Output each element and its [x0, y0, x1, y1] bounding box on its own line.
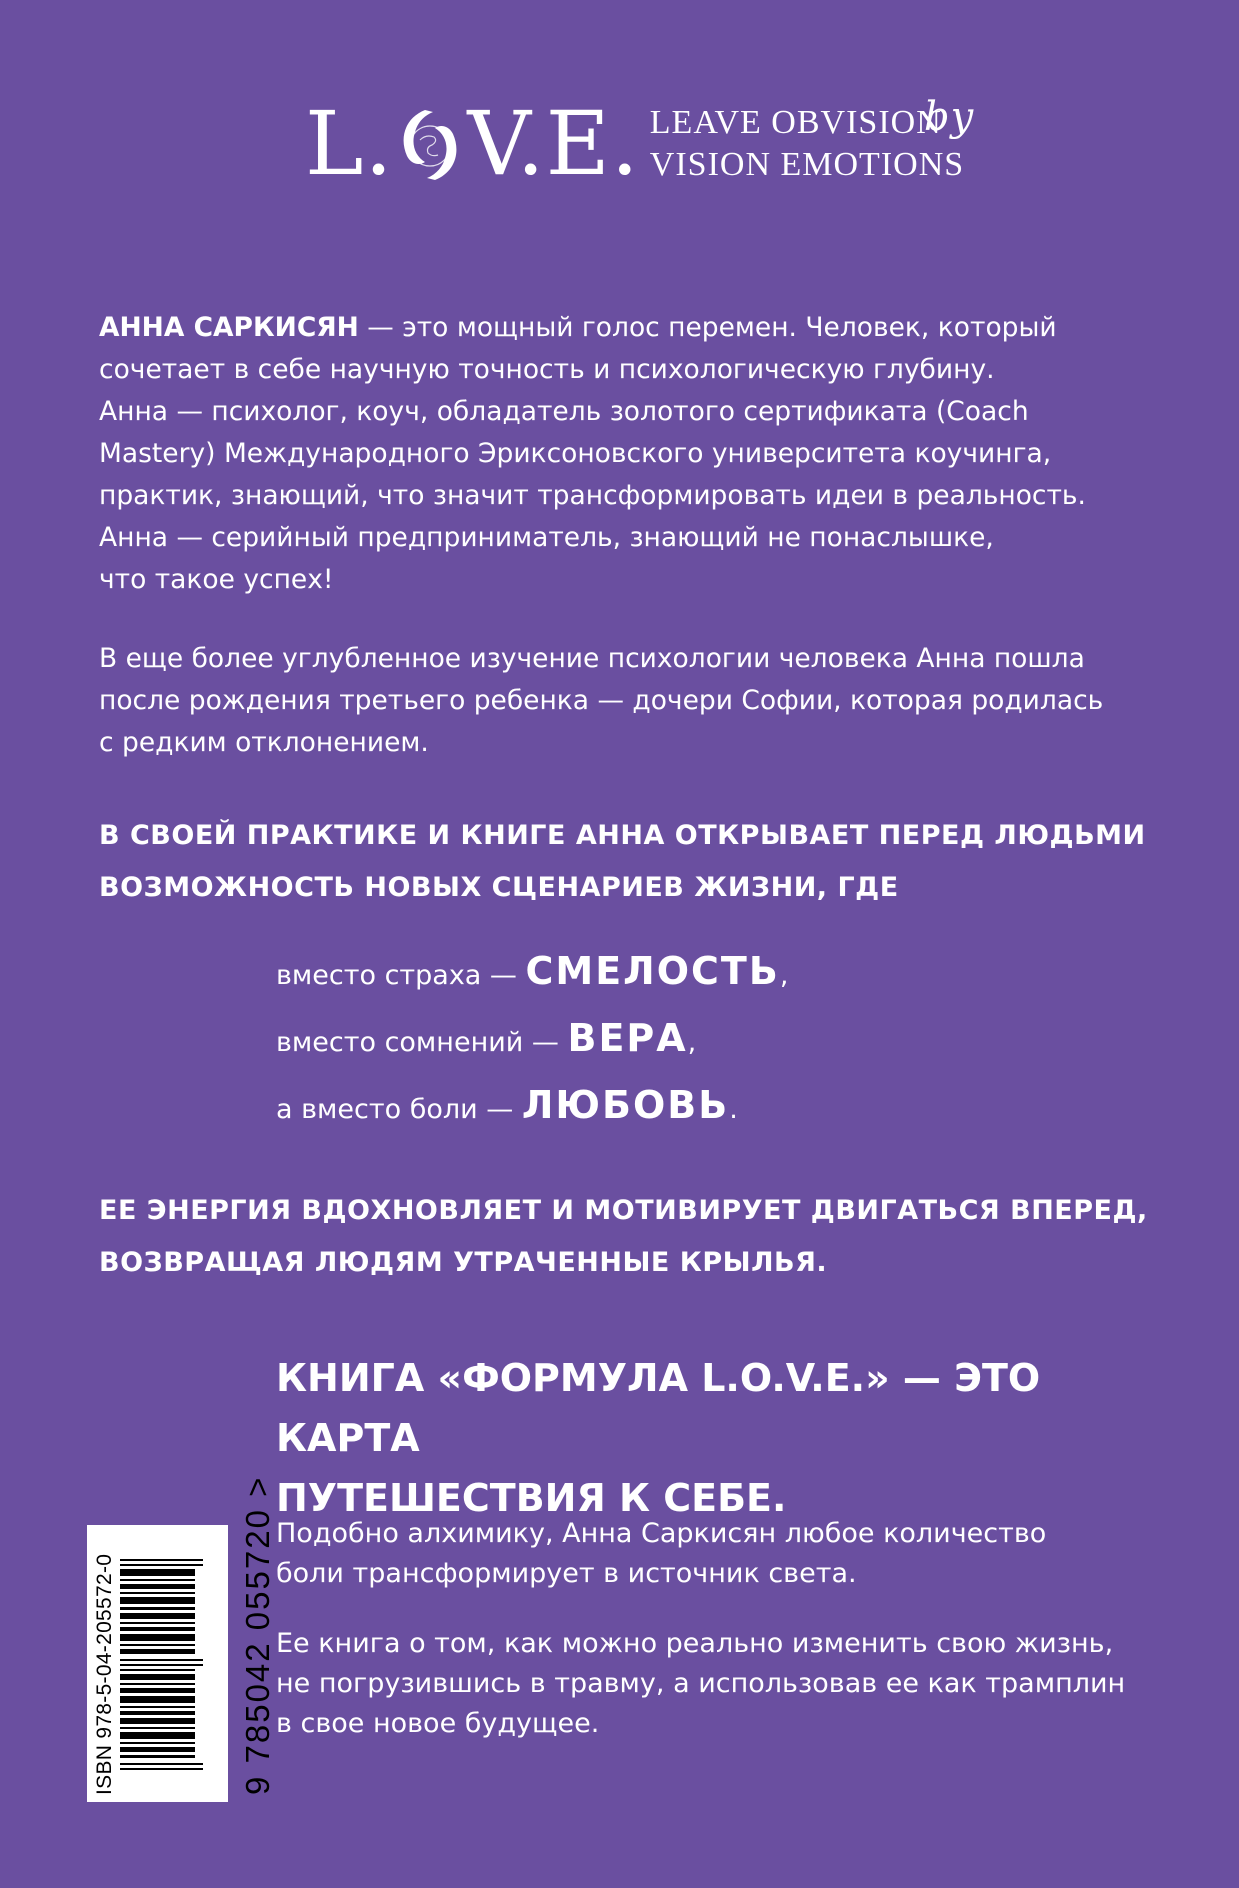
virtue-word: ВЕРА — [567, 1016, 688, 1060]
paragraph-line: боли трансформирует в источник света. — [276, 1558, 857, 1589]
caps-line: В СВОЕЙ ПРАКТИКЕ И КНИГЕ АННА ОТКРЫВАЕТ ПЕРЕД ЛЮДЬМИ — [99, 820, 1146, 851]
virtues-list — [276, 940, 788, 1141]
paragraph-line: не погрузившись в травму, а использовав ее как трамплин — [276, 1668, 1126, 1699]
virtue-prefix: вместо страха — — [276, 960, 526, 991]
virtue-suffix: , — [687, 1027, 697, 1058]
author-name: АННА САРКИСЯН — [99, 312, 359, 343]
isbn-label: ISBN 978-5-04-205572-0 — [93, 1553, 116, 1795]
logo-subtitle-line1: LEAVE OBVISION — [649, 104, 942, 141]
logo-mark-right: V.E. — [467, 92, 640, 195]
practice-statement — [99, 810, 1159, 914]
paragraph-line: Ее книга о том, как можно реально изменить свою жизнь, — [276, 1628, 1114, 1659]
virtue-word: ЛЮБОВЬ — [521, 1083, 730, 1127]
intro-line: Анна — серийный предприниматель, знающий не понаслышке, — [99, 522, 994, 553]
paragraph-line: в свое новое будущее. — [276, 1708, 600, 1739]
barcode-bars-icon — [120, 1559, 203, 1774]
caps-line: ВОЗМОЖНОСТЬ НОВЫХ СЦЕНАРИЕВ ЖИЗНИ, ГДЕ — [99, 872, 899, 903]
virtue-prefix: вместо сомнений — — [276, 1027, 568, 1058]
caps-line: ВОЗВРАЩАЯ ЛЮДЯМ УТРАЧЕННЫЕ КРЫЛЬЯ. — [99, 1247, 828, 1278]
intro-line: Анна — психолог, коуч, обладатель золотого сертификата (Coach — [99, 396, 1029, 427]
barcode-digits: 9 785042 055720 > — [239, 1475, 276, 1795]
logo-mark-left: L. — [305, 92, 394, 195]
virtue-item — [276, 940, 788, 1007]
virtue-item — [276, 1007, 788, 1074]
intro-line: что такое успех! — [99, 564, 334, 595]
daughter-paragraph — [99, 638, 1159, 764]
logo-subtitle — [649, 94, 975, 186]
isbn-barcode — [87, 1475, 276, 1802]
headline-line: ПУТЕШЕСТВИЯ К СЕБЕ. — [276, 1476, 787, 1520]
hands-globe-icon — [395, 104, 465, 184]
virtue-prefix: а вместо боли — — [276, 1094, 522, 1125]
virtue-suffix: , — [779, 960, 789, 991]
intro-line: практик, знающий, что значит трансформировать идеи в реальность. — [99, 480, 1086, 511]
paragraph-line: В еще более углубленное изучение психологии человека Анна пошла — [99, 643, 1085, 674]
paragraph-line: после рождения третьего ребенка — дочери Софии, которая родилась — [99, 685, 1104, 716]
intro-line: сочетает в себе научную точность и психологическую глубину. — [99, 354, 995, 385]
logo-subtitle-line2: VISION EMOTIONS — [649, 146, 965, 183]
intro-line: Mastery) Международного Эриксоновского университета коучинга, — [99, 438, 1052, 469]
logo-mark — [305, 92, 640, 195]
brand-logo — [305, 92, 975, 195]
author-intro-paragraph — [99, 307, 1159, 601]
virtue-word: СМЕЛОСТЬ — [525, 949, 780, 993]
intro-line-text: — это мощный голос перемен. Человек, который — [358, 312, 1057, 343]
headline-line: КНИГА «ФОРМУЛА L.O.V.E.» — ЭТО КАРТА — [276, 1356, 1041, 1460]
virtue-suffix: . — [729, 1094, 738, 1125]
intro-line — [99, 307, 1159, 349]
virtue-item — [276, 1074, 788, 1141]
energy-statement — [99, 1185, 1159, 1289]
paragraph-line: с редким отклонением. — [99, 727, 429, 758]
caps-line: ЕЕ ЭНЕРГИЯ ВДОХНОВЛЯЕТ И МОТИВИРУЕТ ДВИГАТЬСЯ ВПЕРЕД, — [99, 1195, 1148, 1226]
book-headline — [276, 1348, 1196, 1528]
alchemist-paragraph — [276, 1514, 1176, 1594]
paragraph-line: Подобно алхимику, Анна Саркисян любое количество — [276, 1518, 1047, 1549]
book-about-paragraph — [276, 1624, 1176, 1744]
logo-by-script: by — [923, 94, 975, 140]
